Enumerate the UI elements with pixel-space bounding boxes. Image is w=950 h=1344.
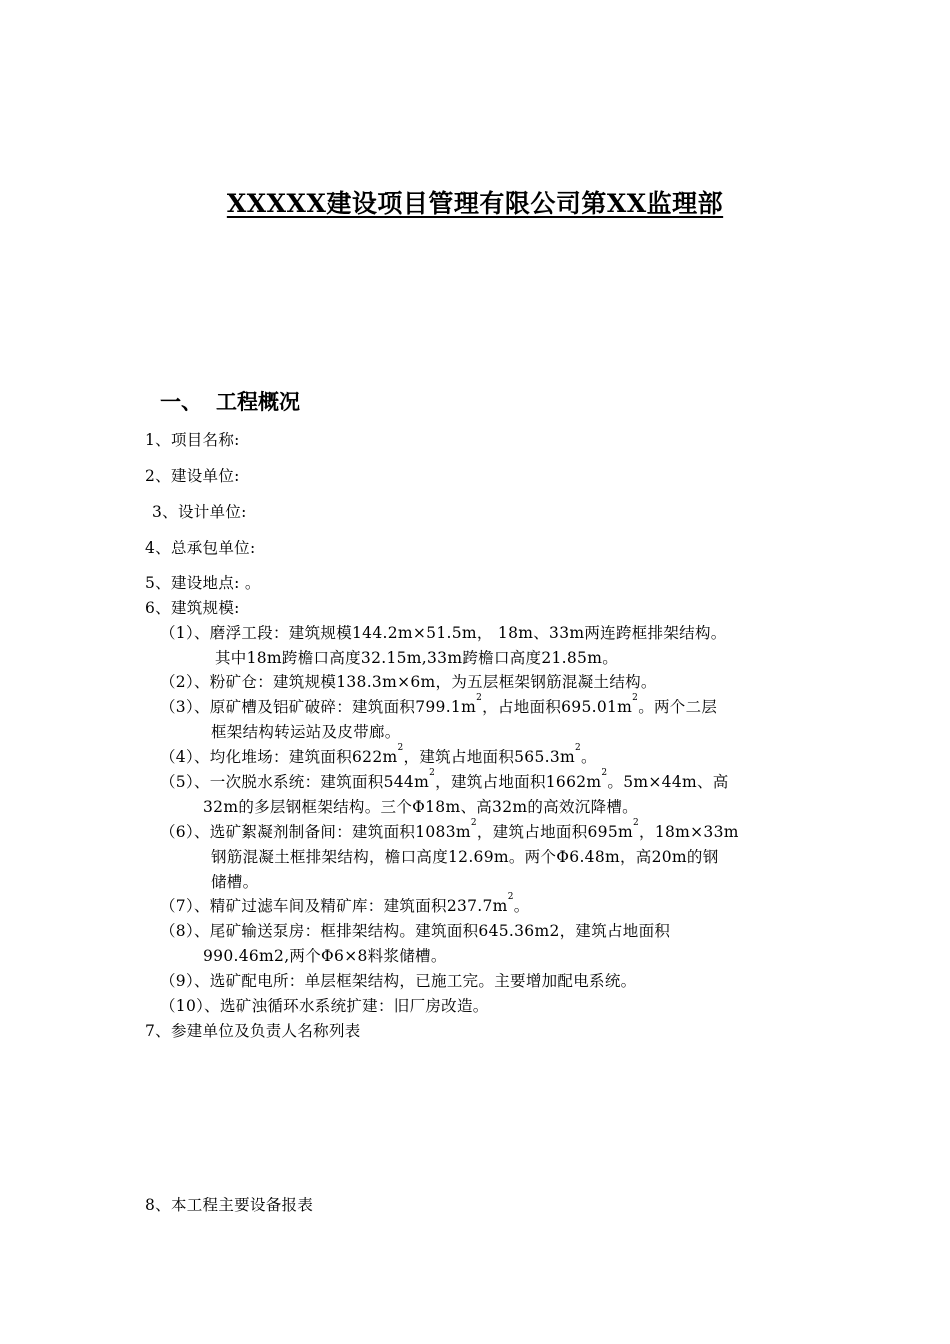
scale-item-2-line-1: （2）、粉矿仓：建筑规模138.3m×6m，为五层框架钢筋混凝土结构。 [160, 673, 657, 691]
scale-item-5-line-1: （5）、一次脱水系统：建筑面积$544m^2$，建筑占地面积$1662m^2$。5m×44m、高 [160, 768, 729, 791]
scale-item-6-line-1: （6）、选矿絮凝剂制备间：建筑面积$1083m^2$，建筑占地面积$695m^2$，18m×33m [160, 818, 739, 841]
item-participants-list: 7、参建单位及负责人名称列表 [145, 1022, 361, 1040]
scale-item-9-line-1: （9）、选矿配电所：单层框架结构，已施工完。主要增加配电系统。 [160, 972, 637, 990]
item-building-scale: 6、建筑规模: [145, 599, 240, 617]
scale-item-1-line-1: （1）、磨浮工段：建筑规模144.2m×51.5m， 18m、33m两连跨框排架结构。 [160, 624, 727, 642]
item-equipment-report: 8、本工程主要设备报表 [145, 1196, 314, 1214]
scale-item-5-line-2: 32m的多层钢框架结构。三个Φ18m、高32m的高效沉降槽。 [203, 798, 638, 816]
scale-item-10-line-1: （10）、选矿浊循环水系统扩建：旧厂房改造。 [160, 997, 489, 1015]
item-general-contractor: 4、总承包单位: [145, 539, 256, 557]
scale-item-3-line-1: （3）、原矿槽及铝矿破碎：建筑面积$799.1m^2$，占地面积$695.01m^2$。两个二层 [160, 693, 718, 716]
scale-item-8-line-1: （8）、尾矿输送泵房：框排架结构。建筑面积645.36m2，建筑占地面积 [160, 922, 671, 940]
scale-item-8-line-2: 990.46m2,两个Φ6×8料浆储槽。 [203, 947, 447, 965]
item-construction-unit: 2、建设单位: [145, 467, 240, 485]
section-number: 一、 [160, 389, 202, 414]
section-title: 工程概况 [216, 389, 300, 414]
item-location: 5、建设地点: 。 [145, 574, 261, 592]
scale-item-7-line-1: （7）、精矿过滤车间及精矿库：建筑面积$237.7m^2$。 [160, 892, 530, 915]
document-title: XXXXX建设项目管理有限公司第XX监理部 [226, 189, 724, 218]
scale-item-3-line-2: 框架结构转运站及皮带廊。 [211, 723, 401, 741]
item-design-unit: 3、设计单位: [152, 503, 247, 521]
scale-item-1-line-2: 其中18m跨檐口高度32.15m,33m跨檐口高度21.85m。 [215, 649, 619, 667]
section-heading [160, 386, 300, 416]
scale-item-6-line-3: 储槽。 [211, 873, 259, 891]
scale-item-6-line-2: 钢筋混凝土框排架结构，檐口高度12.69m。两个Φ6.48m，高20m的钢 [211, 848, 719, 866]
scale-item-4-line-1: （4）、均化堆场：建筑面积$622m^2$，建筑占地面积$565.3m^2$。 [160, 743, 597, 766]
item-project-name: 1、项目名称: [145, 431, 240, 449]
